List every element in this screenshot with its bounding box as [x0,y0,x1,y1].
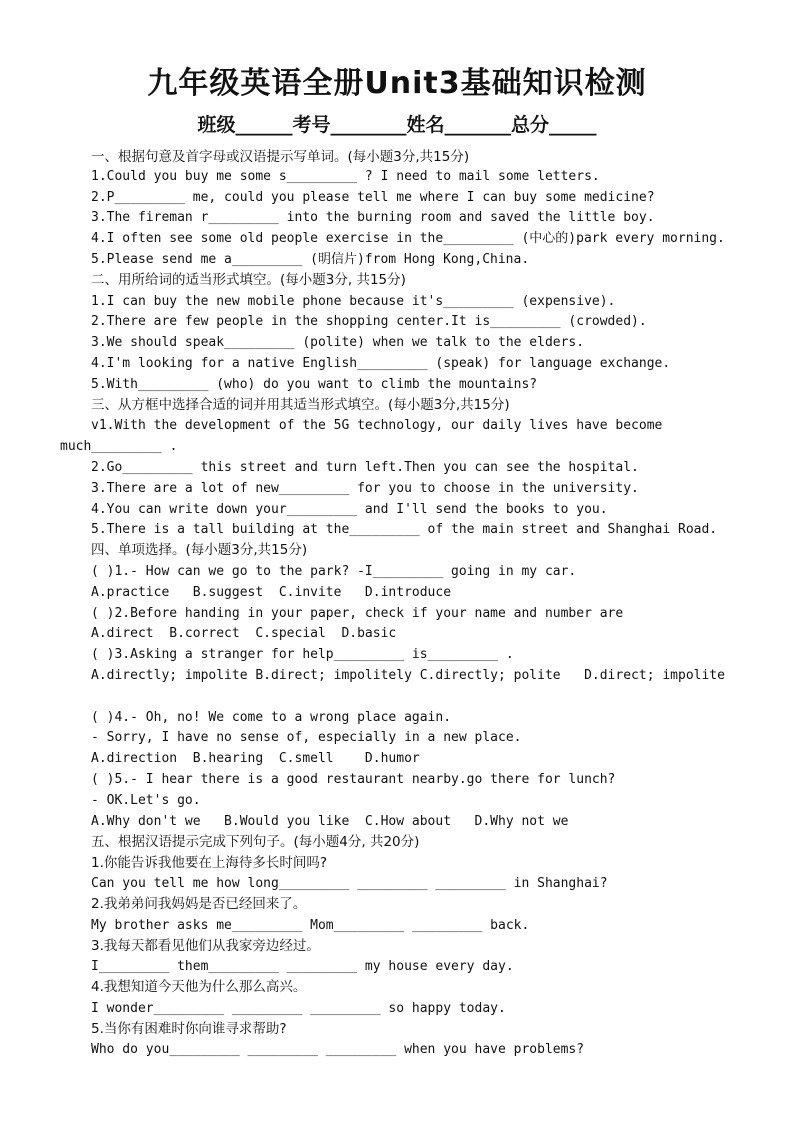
section-2-heading: 二、用所给词的适当形式填空。(每小题3分, 共15分) [91,272,406,288]
chinese-prompt: 5.当你有困难时你向谁寻求帮助? [91,1021,287,1037]
question-line: 3.There are a lot of new_________ for you to choose in the university. [91,481,639,496]
page-title: 九年级英语全册Unit3基础知识检测 [147,66,647,101]
chinese-prompt: 3.我每天都看见他们从我家旁边经过。 [91,938,320,954]
question-line: 5.Please send me a_________ (明信片)from Hong Kong,China. [91,252,530,267]
section-5-heading: 五、根据汉语提示完成下列句子。(每小题4分, 共20分) [91,834,420,850]
options-line: A.directly; impolite B.direct; impolitely C.directly; polite D.direct; impolite [91,668,725,683]
question-line: 2.There are few people in the shopping center.It is_________ (crowded). [91,314,647,329]
question-line: My brother asks me_________ Mom_________ _________ back. [91,918,530,933]
question-line: ( )2.Before handing in your paper, check if your name and number are [91,606,624,621]
question-line: 4.I'm looking for a native English_________ (speak) for language exchange. [91,356,671,371]
question-line: 2.P_________ me, could you please tell me where I can buy some medicine? [91,190,655,205]
question-line: 5.There is a tall building at the_________ of the main street and Shanghai Road. [91,522,718,537]
question-line: ( )1.- How can we go to the park? -I_________ going in my car. [91,564,577,579]
student-info-line: 班级______考号________姓名_______总分_____ [197,114,597,136]
chinese-prompt: 4.我想知道今天他为什么那么高兴。 [91,979,307,995]
question-line: 3.We should speak_________ (polite) when we talk to the elders. [91,335,585,350]
chinese-prompt: 1.你能告诉我他要在上海待多长时间吗? [91,855,328,871]
question-line: Who do you_________ _________ _________ when you have problems? [91,1042,585,1057]
question-line: ( )4.- Oh, no! We come to a wrong place again. [91,710,452,725]
question-line: 2.Go_________ this street and turn left.Then you can see the hospital. [91,460,639,475]
section-3-heading: 三、从方框中选择合适的词并用其适当形式填空。(每小题3分,共15分) [91,397,510,413]
question-line: 5.With_________ (who) do you want to climb the mountains? [91,377,538,392]
question-line: 4.I often see some old people exercise in the_________ (中心的)park every morning. [91,231,725,246]
question-line: 1.Could you buy me some s_________ ? I need to mail some letters. [91,169,600,184]
question-line: 1.I can buy the new mobile phone because it's_________ (expensive). [91,294,616,309]
question-line: ( )3.Asking a stranger for help_________ is_________ . [91,647,514,662]
options-line: A.Why don't we B.Would you like C.How about D.Why not we [91,814,569,829]
section-1-heading: 一、根据句意及首字母或汉语提示写单词。(每小题3分,共15分) [91,149,470,165]
question-line-continued: much_________ . [60,439,178,454]
question-line: - OK.Let's go. [91,793,201,808]
chinese-prompt: 2.我弟弟问我妈妈是否已经回来了。 [91,896,307,912]
question-line: 4.You can write down your_________ and I'll send the books to you. [91,502,608,517]
options-line: A.practice B.suggest C.invite D.introduce [91,585,452,600]
question-line: Can you tell me how long_________ _________ _________ in Shanghai? [91,876,608,891]
question-line: I wonder_________ _________ _________ so happy today. [91,1001,506,1016]
question-line: I_________ them_________ _________ my house every day. [91,959,514,974]
question-line: - Sorry, I have no sense of, especially in a new place. [91,730,522,745]
question-line: 3.The fireman r_________ into the burning room and saved the little boy. [91,210,655,225]
section-4-heading: 四、单项选择。(每小题3分,共15分) [91,542,308,558]
question-line: v1.With the development of the 5G technology, our daily lives have become [91,418,663,433]
options-line: A.direct B.correct C.special D.basic [91,626,397,641]
question-line: ( )5.- I hear there is a good restaurant nearby.go there for lunch? [91,772,616,787]
options-line: A.direction B.hearing C.smell D.humor [91,751,420,766]
